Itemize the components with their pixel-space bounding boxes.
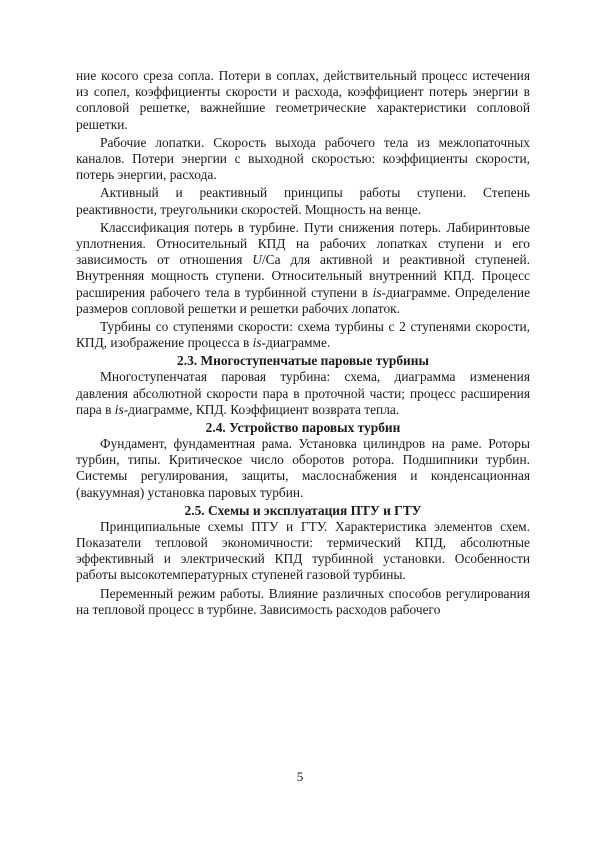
page-number: 5: [296, 769, 304, 784]
section-heading-2-3: 2.3. Многоступенчатые паровые турбины: [177, 353, 429, 369]
paragraph-multistage: Многоступенчатая паровая турбина: схема, диаграмма изменения давления абсолютной скорости пара в проточной части; процесс расширения пара в is-диаграмме, КПД. Коэффициент возврата тепла.: [76, 369, 530, 417]
paragraph-nozzle-losses: ние косого среза сопла. Потери в соплах, действительный процесс истечения из сопел, коэффициенты скорости и расхода, коэффициент потерь энергии в сопловой решетке, важнейшие геометрические характеристики сопловой решетки.: [76, 68, 530, 132]
paragraph-schemes: Принципиальные схемы ПТУ и ГТУ. Характеристика элементов схем. Показатели тепловой экономичности: термический КПД, абсолютные эффективный и электрический КПД турбинной установки. Особенности работы высокотемпературных ступеней газовой турбины.: [76, 518, 530, 583]
paragraph-active-reactive: Активный и реактивный принципы работы ступени. Степень реактивности, треугольники скоростей. Мощность на венце.: [76, 185, 530, 217]
paragraph-turbine-design: Фундамент, фундаментная рама. Установка цилиндров на раме. Роторы турбин, типы. Критическое число оборотов ротора. Подшипники турбин. Системы регулирования, защиты, маслоснабжения и конденсационная (вакуумная) установка паровых турбин.: [76, 436, 530, 500]
section-heading-2-5: 2.5. Схемы и эксплуатация ПТУ и ГТУ: [184, 502, 422, 518]
section-heading-2-4: 2.4. Устройство паровых турбин: [205, 420, 401, 436]
paragraph-variable-mode: Переменный режим работы. Влияние различных способов регулирования на тепловой процесс в турбине. Зависимость расходов рабочего: [76, 585, 530, 617]
paragraph-rotor-blades: Рабочие лопатки. Скорость выхода рабочего тела из межлопаточных каналов. Потери энергии с выходной скоростью: коэффициенты скорости, потерь энергии, расхода.: [76, 134, 530, 183]
paragraph-loss-classification: Классификация потерь в турбине. Пути снижения потерь. Лабиринтовые уплотнения. Относительный КПД на рабочих лопатках ступени и его зависимость от отношения U/Са для активной и реактивной ступеней. Внутренняя мощность ступени. Относительный внутренний КПД. Процесс расширения рабочего тела в турбинной ступени в is-диаграмме. Определение размеров сопловой решетки и решетки рабочих лопаток.: [76, 219, 531, 316]
page-content: [76, 68, 530, 620]
paragraph-velocity-stages: Турбины со ступенями скорости: схема турбины с 2 ступенями скорости, КПД, изображение процесса в is-диаграмме.: [76, 319, 530, 351]
